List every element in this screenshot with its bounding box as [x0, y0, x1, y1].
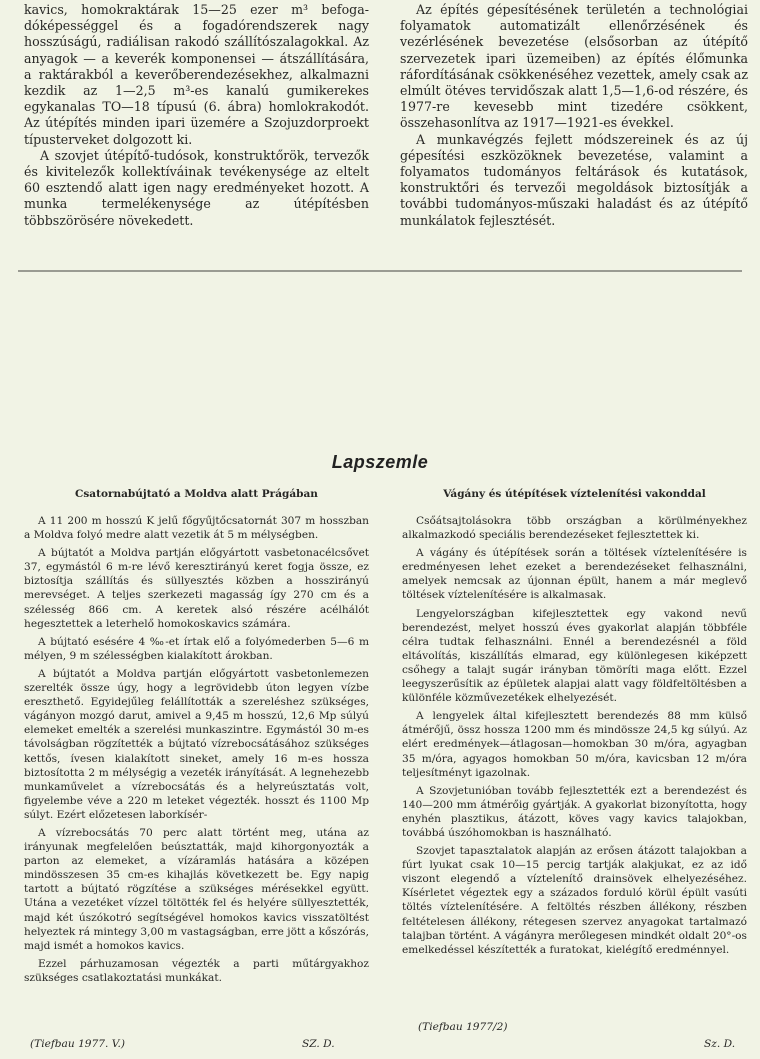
top-left-column: [24, 2, 369, 229]
top-right-column: [400, 2, 748, 229]
article-right-paragraph: Lengyelországban kifejlesztettek egy vakond nevű berendezést, melyet hosszú éves gyakorlat alapján többféle célra tudtak felhasználni. Ennél a berendezésnél a föld eltávolítás, kiszállítás elmarad, egy különlegesen kiképzett csőhegy a talajt sugár irányban tömöríti maga előtt. Ezzel leegyszerűsítik az épületek alapjai alatt vagy földfeltöltésben a különféle közművezetékek elhelyezését.: [402, 607, 747, 705]
article-left-body: [24, 514, 369, 989]
article-right-paragraph: Csőátsajtolásokra több országban a körülményekhez alkalmazkodó speciális berendezéseket fejlesztettek ki.: [402, 515, 747, 542]
article-left-paragraph: A bújtatót a Moldva partján előgyártott vasbetonlemezen szerelték össze úgy, hogy a legrövidebb úton legyen vízbe ereszthető. Egyidejűleg felállították a szereléshez szükséges, vágányon mozgó darut, amivel a 9,45 m hosszú, 12,6 Mp súlyú elemeket emelték a szerelési munkaszintre. Egymástól 30 m-es távolságban rögzítették a bújtató vízrebocsátásához szükséges kettős, ívesen kialakított sineket, amely 16 m-es hossza biztosította 2 m mélységig a vezeték irányítását. A legnehezebb munkaművelet a vízrebocsátás és a helyreúsztatás volt, figyelembe véve a 220 m leteket végezték. hosszt és 1100 Mp súlyt. Ezért előzetesen laborkísér-: [24, 667, 369, 821]
article-right-paragraph: A lengyelek által kifejlesztett berendezés 88 mm külső átmérőjű, össz hossza 1200 mm és mindössze 24,5 kg súlyú. Az elért eredmények—átlagosan—homokban 30 m/óra, agyagban 35 m/óra, agyagos homokban 50 m/óra, kavicsban 12 m/óra teljesítményt igazolnak.: [402, 710, 747, 779]
top-left-paragraph: A szovjet útépítő-tudósok, konstruktőrök, tervezők és kivitelezők kollektíváinak tevékenysége az eltelt 60 esztendő alatt igen nagy eredményeket hozott. A munka termelékenysége az útépítésben többszörösére növekedett.: [24, 147, 369, 228]
article-right-paragraph: A Szovjetunióban tovább fejlesztették ezt a berendezést és 140—200 mm átmérőig gyártják. A gyakorlat bizonyította, hogy enyhén plasztikus, átázott, köves vagy kavics talajokban, továbbá úszóhomokban is használható.: [402, 784, 747, 839]
article-left-source: (Tiefbau 1977. V.): [30, 1038, 126, 1050]
article-right-paragraph: Szovjet tapasztalatok alapján az erősen átázott talajokban a fúrt lyukat csak 10—15 percig tartják alakjukat, ez az idő viszont elegendő a víztelenítő drainsövek elhelyezéséhez. Kísérletet végeztek egy a százados forduló körül épült vasúti töltés víztelenítésére. A feltöltés részben állékony, részben feltételesen állékony, rétegesen szervez anyagokat tartalmazó talajban történt. A vágányra merőlegesen mindkét oldalt 20°-os emelkedéssel készítették a furatokat, kielégítő eredménnyel.: [402, 845, 747, 956]
article-left-paragraph: A bújtató esésére 4 ‰-et írtak elő a folyómederben 5—6 m mélyen, 9 m szélességben kialakított árokban.: [24, 635, 369, 662]
article-left-author: SZ. D.: [302, 1038, 335, 1050]
section-divider: [18, 270, 742, 272]
article-right-source: (Tiefbau 1977/2): [418, 1021, 508, 1033]
article-right-title: Vágány és útépítések víztelenítési vakonddal: [443, 488, 706, 500]
top-right-paragraph: Az építés gépesítésének területén a technológiai folyamatok automatizált ellenőrzésének és vezérlésének bevezetése (elsősorban az útépítő szervezetek ipari üzemeiben) az építés élőmunka ráfordításának csökkenéséhez vezettek, amely csak az elmúlt ötéves tervidőszak alatt 1,5—1,6-od részére, és 1977-re kevesebb mint tizedére csökkent, összehasonlítva az 1917—1921-es évekkel.: [400, 2, 748, 131]
section-heading: Lapszemle: [331, 452, 429, 472]
article-right-author: Sz. D.: [704, 1038, 736, 1050]
article-right-paragraph: A vágány és útépítések során a töltések víztelenítésére is eredményesen lehet ezeket a berendezéseket felhasználni, amelyek nemcsak az újonnan épült, hanem a már meglevő töltések víztelenítésére is alkalmasak.: [402, 547, 747, 602]
article-left-paragraph: A vízrebocsátás 70 perc alatt történt meg, utána az irányunak megfelelően beúsztatták, majd kihorgonyozták a parton az elemeket, a vízáramlás hatására a középen mindösszesen 35 cm-es kihajlás következett be. Egy napig tartott a bújtató rögzítése a szükséges mérésekkel együtt. Utána a vezetéket vízzel töltötték fel és helyére süllyesztették, majd két úszókotró segítségével homokos kavics visszatöltést helyeztek rá mintegy 3,00 m vastagságban, erre jött a kőszórás, majd ismét a homokos kavics.: [24, 826, 369, 952]
top-left-paragraph: kavics, homokraktárak 15—25 ezer m³ befogadóképességgel és a fogadórendszerek nagy hosszúságú, radiálisan rakodó szállítószalagokkal. Az anyagok — a keverék komponensei — átszállítására, a raktárakból a keverőberendezésekhez, alkalmazni kezdik az 1—2,5 m³-es kanalú gumikerekes egykanalas TO—18 típusú (6. ábra) homlokrakodót. Az útépítés minden ipari üzemére a Szojuzdorproekt típusterveket dolgozott ki.: [24, 2, 369, 147]
article-left-paragraph: A 11 200 m hosszú K jelű főgyűjtőcsatornát 307 m hosszban a Moldva folyó medre alatt vezetik át 5 m mélységben.: [24, 515, 369, 542]
article-left-title: Csatornabújtató a Moldva alatt Prágában: [75, 488, 318, 500]
article-right-body: [402, 514, 747, 961]
article-left-paragraph: Ezzel párhuzamosan végezték a parti műtárgyakhoz szükséges csatlakoztatási munkákat.: [24, 957, 369, 984]
top-right-paragraph: A munkavégzés fejlett módszereinek és az új gépesítési eszközöknek bevezetése, valamint a folyamatos tudományos feltárások és kutatások, konstruktőri és tervezői megoldások biztosítják a további tudományos-műszaki haladást és az útépítő munkálatok fejlesztését.: [400, 131, 748, 228]
article-left-paragraph: A bújtatót a Moldva partján előgyártott vasbetonacélcsővet 37, egymástól 6 m-re lévő keresztirányú keret fogja össze, ez biztosítja szállítás és süllyesztés közben a hosszirányú merevséget. A teljes szerkezeti magasság így 270 cm és a szélesség 866 cm. A keretek alsó részére acélhálót hegesztettek a leterhelő homokoskavics számára.: [24, 547, 369, 630]
